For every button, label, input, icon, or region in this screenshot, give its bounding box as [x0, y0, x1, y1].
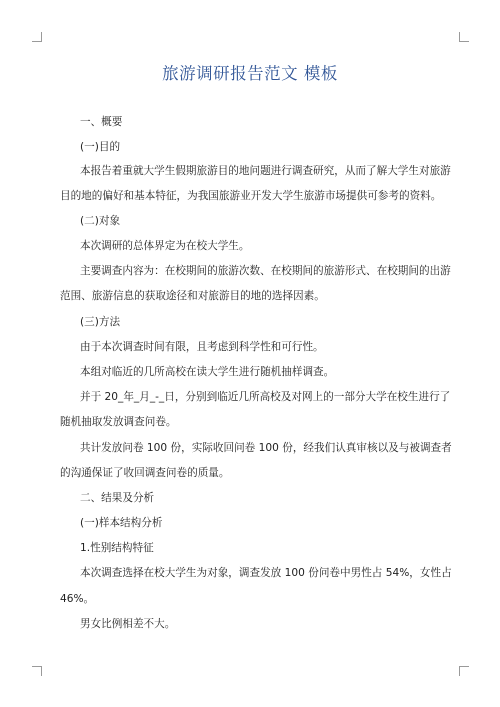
heading-overview: 一、概要	[80, 116, 123, 128]
paragraph-purpose-line-2: 目的地的偏好和基本特征，为我国旅游业开发大学生旅游市场提供可参考的资料。	[60, 190, 442, 202]
paragraph-content-line-1: 主要调查内容为：在校期间的旅游次数、在校期间的旅游形式、在校期间的出游	[80, 265, 451, 277]
subheading-gender-structure: 1.性别结构特征	[80, 542, 154, 554]
heading-results: 二、结果及分析	[80, 492, 155, 504]
document-title: 旅游调研报告范文 模板	[162, 64, 338, 83]
paragraph-gender-line-2: 46%。	[60, 593, 95, 605]
paragraph-method-date-line-2: 随机抽取发放调查问卷。	[60, 416, 177, 428]
paragraph-method-date-line-1: 并于 20_年_月_-_日，分别到临近几所高校及对网上的一部分大学在校生进行了	[80, 391, 451, 403]
subheading-purpose: (一)目的	[80, 141, 121, 153]
paragraph-purpose-line-1: 本报告着重就大学生假期旅游目的地问题进行调查研究，从而了解大学生对旅游	[80, 165, 451, 177]
page-corner-mark-bottom-left	[32, 666, 42, 676]
page-corner-mark-bottom-right	[459, 666, 469, 676]
page-corner-mark-top-left	[32, 32, 42, 42]
page-corner-mark-top-right	[459, 32, 469, 42]
paragraph-method-sampling: 本组对临近的几所高校在读大学生进行随机抽样调查。	[80, 366, 335, 378]
subheading-method: (三)方法	[80, 316, 121, 328]
subheading-target: (二)对象	[80, 215, 121, 227]
paragraph-questionnaire-line-1: 共计发放问卷 100 份，实际收回问卷 100 份，经我们认真审核以及与被调查者	[80, 442, 452, 454]
subheading-sample-structure: (一)样本结构分析	[80, 517, 163, 529]
paragraph-questionnaire-line-2: 的沟通保证了收回调查问卷的质量。	[60, 467, 230, 479]
paragraph-gender-line-1: 本次调查选择在校大学生为对象，调查发放 100 份问卷中男性占 54%，女性占	[80, 567, 452, 579]
paragraph-target-scope: 本次调研的总体界定为在校大学生。	[80, 240, 250, 252]
paragraph-content-line-2: 范围、旅游信息的获取途径和对旅游目的地的选择因素。	[60, 290, 325, 302]
paragraph-method-time: 由于本次调查时间有限，且考虑到科学性和可行性。	[80, 341, 324, 353]
paragraph-gender-ratio: 男女比例相差不大。	[80, 618, 176, 630]
